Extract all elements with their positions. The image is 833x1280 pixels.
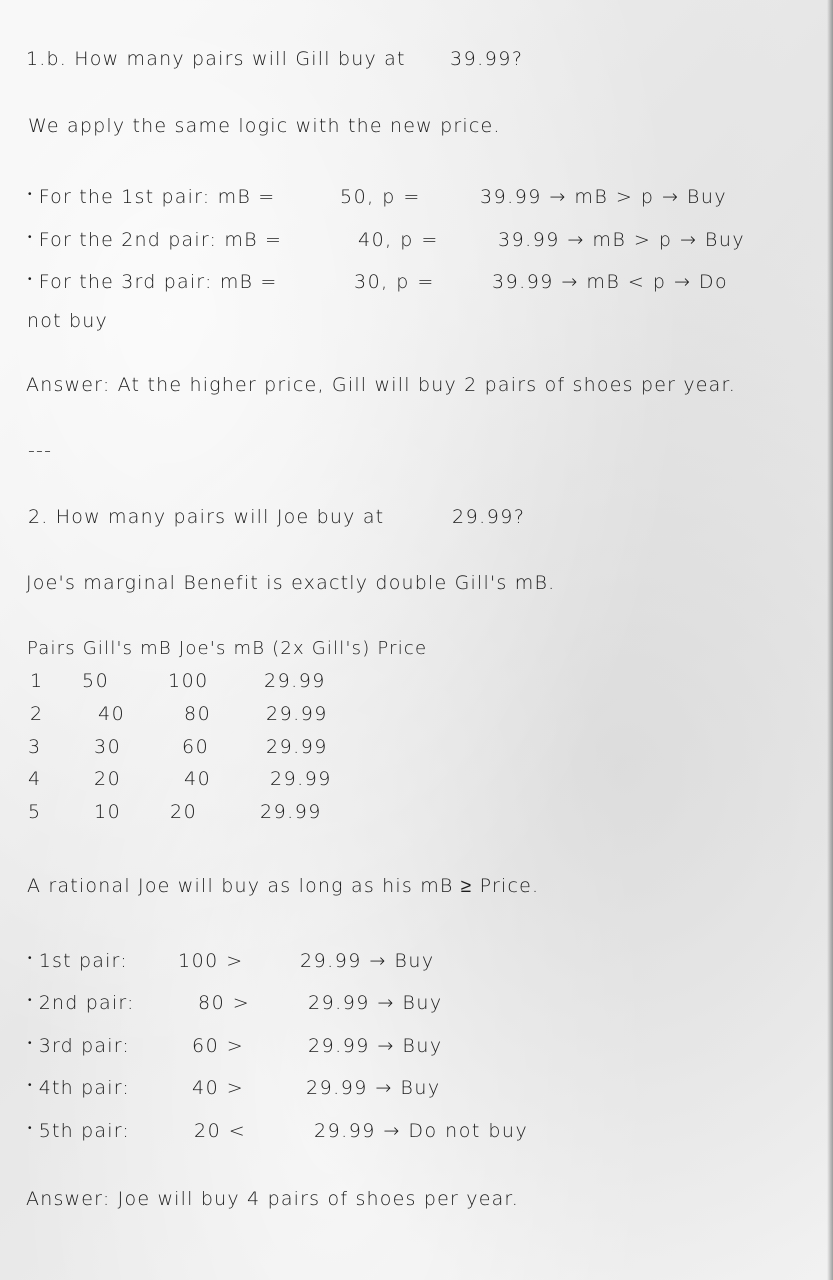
- table-cell-pairs: 2: [30, 703, 44, 725]
- table-cell-joe: 20: [170, 801, 198, 823]
- table-cell-price: 29.99: [266, 736, 328, 758]
- q2-price: 29.99?: [452, 506, 526, 528]
- q2-item-compare: 80 >: [198, 992, 251, 1014]
- section-separator: ---: [28, 440, 53, 462]
- q2-heading: 2. How many pairs will Joe buy at: [28, 506, 385, 528]
- q2-item-compare: 40 >: [192, 1077, 245, 1099]
- table-cell-gill: 30: [94, 736, 122, 758]
- q2-item-label: • 1st pair:: [28, 950, 128, 972]
- table-cell-joe: 60: [182, 736, 210, 758]
- q2-item-compare: 100 >: [178, 950, 244, 972]
- table-cell-gill: 10: [94, 801, 122, 823]
- page-edge-shadow: [827, 0, 833, 1280]
- q1b-answer: Answer: At the higher price, Gill will buy 2 pairs of shoes per year.: [26, 374, 737, 396]
- table-cell-pairs: 5: [28, 801, 42, 823]
- q2-item-label: • 4th pair:: [28, 1077, 130, 1099]
- q2-item-label: • 3rd pair:: [28, 1035, 130, 1057]
- q1b-intro: We apply the same logic with the new price.: [28, 115, 501, 137]
- table-cell-price: 29.99: [270, 768, 332, 790]
- q1b-price: 39.99?: [450, 48, 524, 70]
- table-cell-price: 29.99: [266, 703, 328, 725]
- q1b-heading: 1.b. How many pairs will Gill buy at: [26, 48, 406, 70]
- q2-item-compare: 20 <: [194, 1120, 247, 1142]
- q1b-item-result: 39.99 → mB > p → Buy: [480, 186, 728, 208]
- q1b-item-result: 39.99 → mB > p → Buy: [498, 229, 746, 251]
- table-cell-price: 29.99: [260, 801, 322, 823]
- table-cell-pairs: 4: [28, 768, 42, 790]
- table-cell-joe: 40: [184, 768, 212, 790]
- table-cell-pairs: 3: [28, 736, 42, 758]
- q1b-item-mb: 30, p =: [354, 271, 435, 293]
- q2-rule: A rational Joe will buy as long as his mB ≥ Price.: [27, 875, 540, 897]
- q1b-item-label: • For the 2nd pair: mB =: [28, 229, 282, 251]
- q1b-item-label: • For the 1st pair: mB =: [28, 186, 275, 208]
- q2-item-compare: 60 >: [192, 1035, 245, 1057]
- q1b-item-mb: 50, p =: [340, 186, 421, 208]
- q2-item-result: 29.99 → Buy: [308, 992, 443, 1014]
- q2-item-label: • 5th pair:: [28, 1120, 130, 1142]
- table-cell-price: 29.99: [264, 670, 326, 692]
- q1b-wrap-text: not buy: [27, 310, 108, 332]
- q2-item-label: • 2nd pair:: [28, 992, 135, 1014]
- q1b-item-result: 39.99 → mB < p → Do: [492, 271, 729, 293]
- q2-answer: Answer: Joe will buy 4 pairs of shoes per year.: [26, 1188, 519, 1210]
- table-cell-joe: 80: [184, 703, 212, 725]
- q2-item-result: 29.99 → Buy: [308, 1035, 443, 1057]
- q1b-item-mb: 40, p =: [358, 229, 439, 251]
- q2-item-result: 29.99 → Do not buy: [314, 1120, 529, 1142]
- q2-item-result: 29.99 → Buy: [306, 1077, 441, 1099]
- q2-item-result: 29.99 → Buy: [300, 950, 435, 972]
- table-cell-gill: 40: [98, 703, 126, 725]
- q2-intro: Joe's marginal Benefit is exactly double Gill's mB.: [26, 572, 556, 594]
- table-cell-gill: 50: [82, 670, 110, 692]
- table-cell-pairs: 1: [30, 670, 44, 692]
- table-cell-gill: 20: [94, 768, 122, 790]
- table-cell-joe: 100: [168, 670, 209, 692]
- table-header: Pairs Gill's mB Joe's mB (2x Gill's) Price: [27, 638, 428, 659]
- q1b-item-label: • For the 3rd pair: mB =: [28, 271, 278, 293]
